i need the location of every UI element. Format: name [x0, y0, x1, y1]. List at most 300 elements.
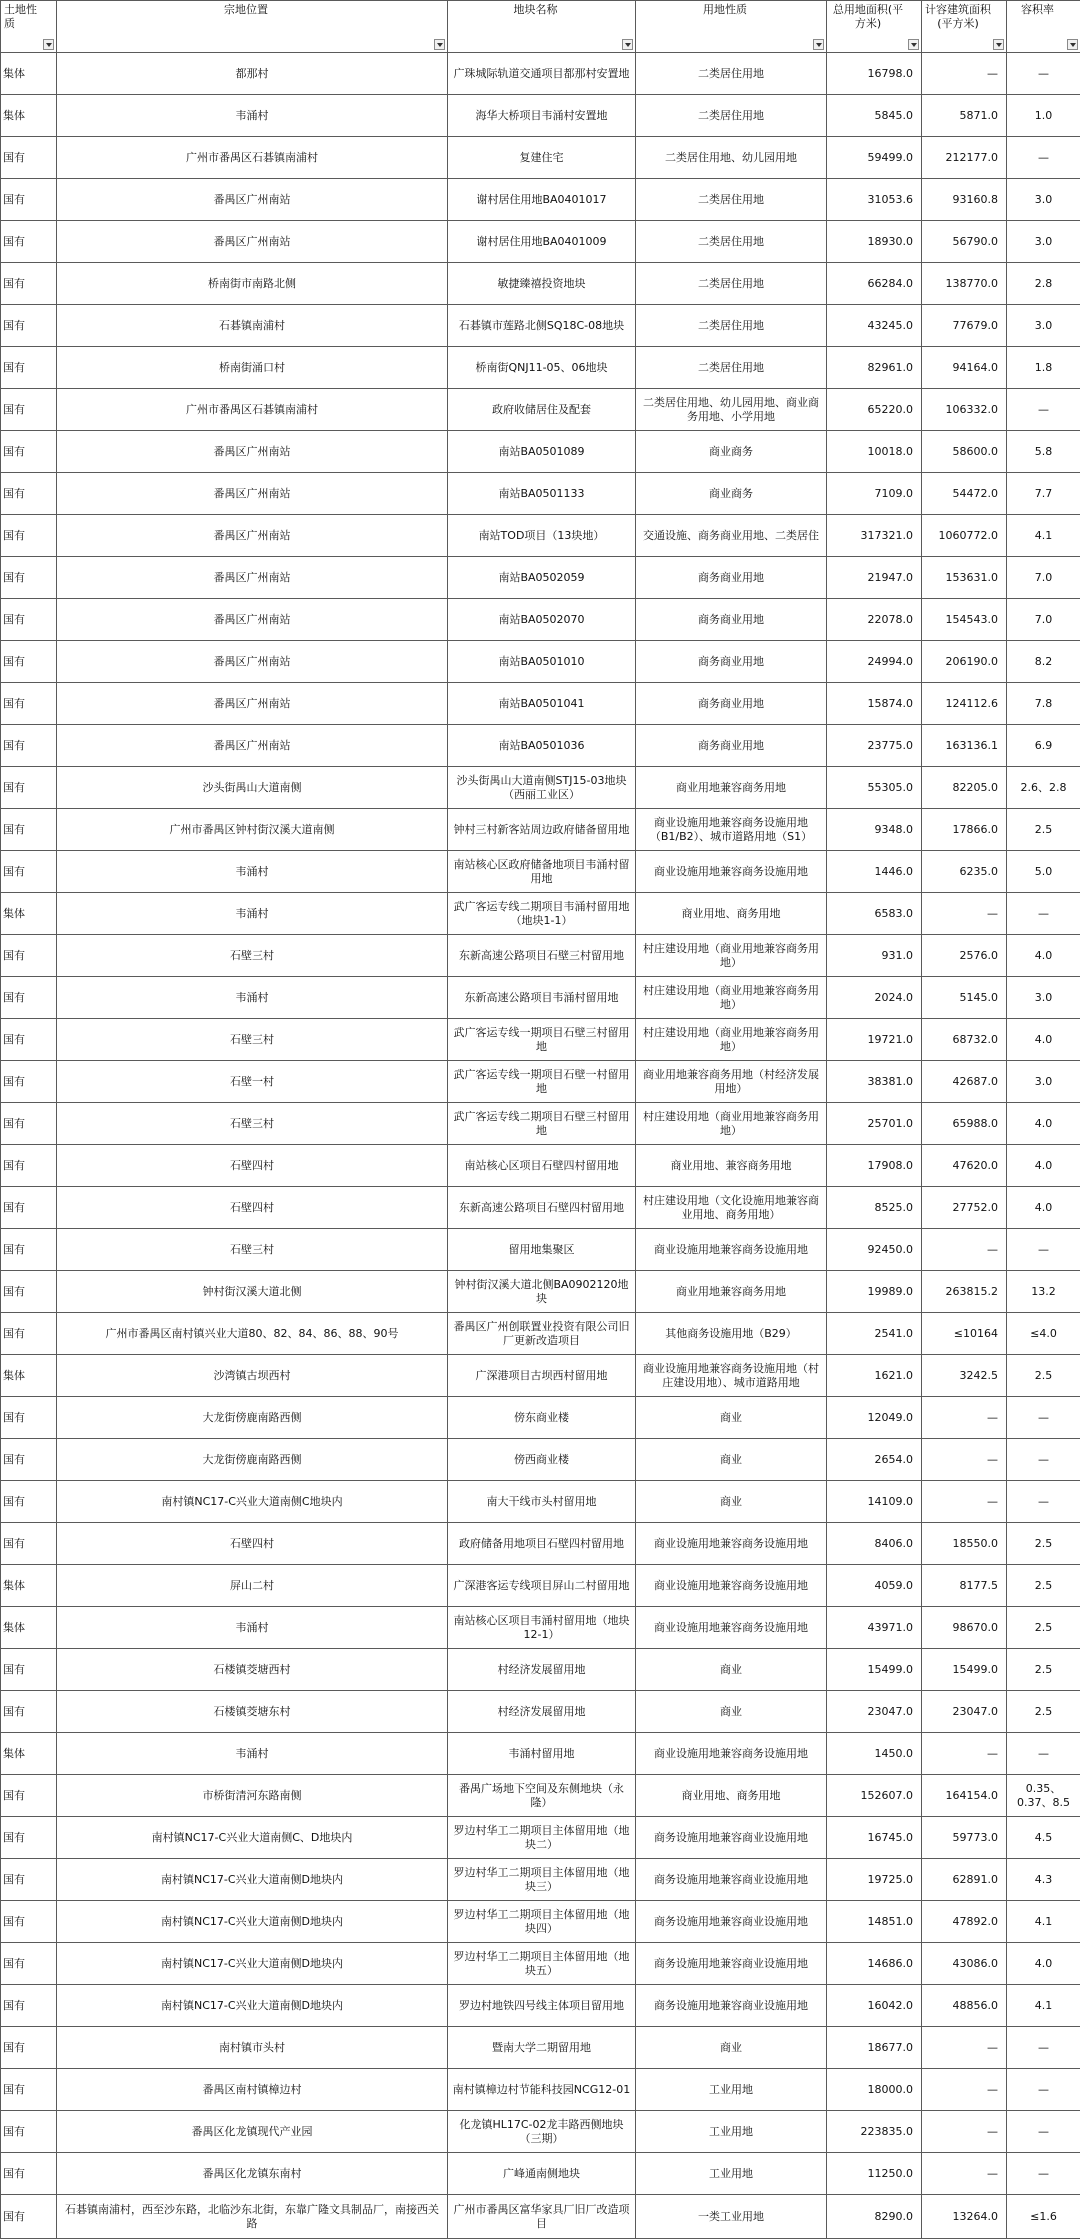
- cell-location: 石壁三村: [57, 1229, 448, 1271]
- cell-land-nature: 国有: [1, 431, 57, 473]
- cell-total-area: 7109.0: [827, 473, 922, 515]
- cell-land-use: 商业用地兼容商务用地: [636, 767, 827, 809]
- cell-parcel-name: 东新高速公路项目石壁四村留用地: [448, 1187, 636, 1229]
- cell-location: 韦涌村: [57, 1733, 448, 1775]
- cell-floor-area: 68732.0: [922, 1019, 1007, 1061]
- table-row: [1, 599, 1080, 641]
- cell-location: 屏山二村: [57, 1565, 448, 1607]
- cell-land-nature: 集体: [1, 1355, 57, 1397]
- cell-land-use: 商业: [636, 1649, 827, 1691]
- cell-total-area: 1621.0: [827, 1355, 922, 1397]
- cell-land-use: 商业用地、商务用地: [636, 893, 827, 935]
- filter-dropdown-icon[interactable]: [993, 39, 1004, 50]
- cell-total-area: 17908.0: [827, 1145, 922, 1187]
- cell-floor-area: 1060772.0: [922, 515, 1007, 557]
- cell-location: 番禺区化龙镇现代产业园: [57, 2111, 448, 2153]
- cell-land-use: 二类居住用地: [636, 263, 827, 305]
- cell-total-area: 16798.0: [827, 53, 922, 95]
- cell-land-use: 商业商务: [636, 431, 827, 473]
- cell-land-use: 村庄建设用地（商业用地兼容商务用地）: [636, 1103, 827, 1145]
- cell-floor-area: 62891.0: [922, 1859, 1007, 1901]
- cell-land-nature: 国有: [1, 137, 57, 179]
- cell-land-nature: 国有: [1, 1523, 57, 1565]
- table-row: [1, 1649, 1080, 1691]
- table-row: [1, 1733, 1080, 1775]
- cell-location: 沙头街禺山大道南侧: [57, 767, 448, 809]
- cell-parcel-name: 海华大桥项目韦涌村安置地: [448, 95, 636, 137]
- cell-location: 韦涌村: [57, 977, 448, 1019]
- cell-parcel-name: 钟村三村新客站周边政府储备留用地: [448, 809, 636, 851]
- table-row: [1, 809, 1080, 851]
- table-row: [1, 935, 1080, 977]
- table-row: [1, 1355, 1080, 1397]
- cell-total-area: 18930.0: [827, 221, 922, 263]
- table-row: [1, 725, 1080, 767]
- cell-plot-ratio: —: [1007, 137, 1080, 179]
- filter-dropdown-icon[interactable]: [434, 39, 445, 50]
- cell-land-nature: 集体: [1, 95, 57, 137]
- cell-land-nature: 国有: [1, 1271, 57, 1313]
- cell-plot-ratio: 2.6、2.8: [1007, 767, 1080, 809]
- cell-total-area: 22078.0: [827, 599, 922, 641]
- table-row: [1, 851, 1080, 893]
- cell-total-area: 4059.0: [827, 1565, 922, 1607]
- cell-total-area: 152607.0: [827, 1775, 922, 1817]
- cell-plot-ratio: ≤4.0: [1007, 1313, 1080, 1355]
- cell-land-use: 商业设施用地兼容商务设施用地: [636, 1733, 827, 1775]
- cell-total-area: 18000.0: [827, 2069, 922, 2111]
- cell-land-use: 商务商业用地: [636, 599, 827, 641]
- cell-floor-area: 8177.5: [922, 1565, 1007, 1607]
- filter-dropdown-icon[interactable]: [1067, 39, 1078, 50]
- cell-parcel-name: 南站核心区项目石壁四村留用地: [448, 1145, 636, 1187]
- cell-total-area: 82961.0: [827, 347, 922, 389]
- cell-total-area: 14109.0: [827, 1481, 922, 1523]
- cell-location: 桥南街市南路北侧: [57, 263, 448, 305]
- cell-location: 广州市番禺区石碁镇南浦村: [57, 389, 448, 431]
- cell-total-area: 16042.0: [827, 1985, 922, 2027]
- cell-plot-ratio: 2.5: [1007, 1523, 1080, 1565]
- cell-location: 南村镇NC17-C兴业大道南侧D地块内: [57, 1943, 448, 1985]
- cell-land-use: 工业用地: [636, 2153, 827, 2195]
- cell-land-nature: 国有: [1, 2195, 57, 2239]
- cell-floor-area: —: [922, 2027, 1007, 2069]
- cell-land-nature: 国有: [1, 767, 57, 809]
- cell-floor-area: 59773.0: [922, 1817, 1007, 1859]
- cell-plot-ratio: 3.0: [1007, 305, 1080, 347]
- cell-plot-ratio: 4.0: [1007, 935, 1080, 977]
- cell-land-nature: 国有: [1, 1901, 57, 1943]
- cell-total-area: 5845.0: [827, 95, 922, 137]
- cell-parcel-name: 化龙镇HL17C-02龙丰路西侧地块（三期）: [448, 2111, 636, 2153]
- cell-location: 石楼镇茭塘西村: [57, 1649, 448, 1691]
- cell-floor-area: 164154.0: [922, 1775, 1007, 1817]
- cell-parcel-name: 沙头街禺山大道南侧STJ15-03地块（西丽工业区）: [448, 767, 636, 809]
- cell-location: 桥南街涌口村: [57, 347, 448, 389]
- cell-land-use: 商业: [636, 1691, 827, 1733]
- cell-plot-ratio: 4.0: [1007, 1187, 1080, 1229]
- cell-location: 石楼镇茭塘东村: [57, 1691, 448, 1733]
- cell-plot-ratio: 5.0: [1007, 851, 1080, 893]
- cell-land-use: 二类居住用地: [636, 347, 827, 389]
- cell-total-area: 223835.0: [827, 2111, 922, 2153]
- cell-plot-ratio: 4.0: [1007, 1103, 1080, 1145]
- cell-parcel-name: 广州市番禺区富华家具厂旧厂改造项目: [448, 2195, 636, 2239]
- cell-total-area: 31053.6: [827, 179, 922, 221]
- cell-location: 南村镇NC17-C兴业大道南侧D地块内: [57, 1901, 448, 1943]
- cell-total-area: 19725.0: [827, 1859, 922, 1901]
- table-row: [1, 2069, 1080, 2111]
- cell-parcel-name: 南站BA0502059: [448, 557, 636, 599]
- cell-location: 市桥街清河东路南侧: [57, 1775, 448, 1817]
- cell-plot-ratio: —: [1007, 1481, 1080, 1523]
- header-row: [1, 1, 1080, 53]
- cell-floor-area: 17866.0: [922, 809, 1007, 851]
- cell-land-nature: 国有: [1, 347, 57, 389]
- cell-total-area: 21947.0: [827, 557, 922, 599]
- table-row: [1, 767, 1080, 809]
- cell-land-nature: 国有: [1, 389, 57, 431]
- header-location: 宗地位置: [57, 1, 448, 53]
- cell-plot-ratio: 1.8: [1007, 347, 1080, 389]
- cell-location: 南村镇NC17-C兴业大道南侧D地块内: [57, 1985, 448, 2027]
- cell-parcel-name: 南站核心区政府储备地项目韦涌村留用地: [448, 851, 636, 893]
- cell-location: 番禺区广州南站: [57, 221, 448, 263]
- cell-plot-ratio: —: [1007, 1439, 1080, 1481]
- table-row: [1, 389, 1080, 431]
- table-row: [1, 305, 1080, 347]
- cell-location: 南村镇NC17-C兴业大道南侧C地块内: [57, 1481, 448, 1523]
- cell-floor-area: 15499.0: [922, 1649, 1007, 1691]
- table-row: [1, 1565, 1080, 1607]
- cell-plot-ratio: 7.0: [1007, 599, 1080, 641]
- cell-location: 石壁三村: [57, 1019, 448, 1061]
- cell-location: 南村镇市头村: [57, 2027, 448, 2069]
- cell-land-nature: 国有: [1, 473, 57, 515]
- cell-location: 石壁一村: [57, 1061, 448, 1103]
- cell-land-nature: 国有: [1, 221, 57, 263]
- cell-location: 番禺区南村镇樟边村: [57, 2069, 448, 2111]
- cell-location: 钟村街汉溪大道北侧: [57, 1271, 448, 1313]
- cell-floor-area: —: [922, 2111, 1007, 2153]
- cell-plot-ratio: —: [1007, 1397, 1080, 1439]
- cell-floor-area: 56790.0: [922, 221, 1007, 263]
- cell-plot-ratio: —: [1007, 2027, 1080, 2069]
- cell-plot-ratio: 4.1: [1007, 1901, 1080, 1943]
- cell-land-nature: 集体: [1, 1607, 57, 1649]
- cell-plot-ratio: 8.2: [1007, 641, 1080, 683]
- table-row: [1, 1985, 1080, 2027]
- cell-floor-area: 58600.0: [922, 431, 1007, 473]
- cell-parcel-name: 复建住宅: [448, 137, 636, 179]
- cell-land-use: 村庄建设用地（商业用地兼容商务用地）: [636, 935, 827, 977]
- cell-location: 广州市番禺区石碁镇南浦村: [57, 137, 448, 179]
- cell-plot-ratio: 6.9: [1007, 725, 1080, 767]
- cell-floor-area: —: [922, 1481, 1007, 1523]
- cell-parcel-name: 南站BA0502070: [448, 599, 636, 641]
- filter-dropdown-icon[interactable]: [43, 39, 54, 50]
- cell-land-nature: 国有: [1, 1187, 57, 1229]
- cell-floor-area: 65988.0: [922, 1103, 1007, 1145]
- cell-floor-area: 43086.0: [922, 1943, 1007, 1985]
- table-row: [1, 2027, 1080, 2069]
- cell-land-use: 二类居住用地、幼儿园用地: [636, 137, 827, 179]
- table-row: [1, 1019, 1080, 1061]
- cell-land-use: 村庄建设用地（商业用地兼容商务用地）: [636, 1019, 827, 1061]
- cell-floor-area: 212177.0: [922, 137, 1007, 179]
- cell-parcel-name: 谢村居住用地BA0401017: [448, 179, 636, 221]
- table-row: [1, 2153, 1080, 2195]
- cell-location: 石碁镇南浦村: [57, 305, 448, 347]
- cell-land-use: 商务商业用地: [636, 641, 827, 683]
- cell-floor-area: 98670.0: [922, 1607, 1007, 1649]
- cell-floor-area: 206190.0: [922, 641, 1007, 683]
- cell-land-nature: 国有: [1, 809, 57, 851]
- cell-location: 南村镇NC17-C兴业大道南侧C、D地块内: [57, 1817, 448, 1859]
- cell-location: 广州市番禺区南村镇兴业大道80、82、84、86、88、90号: [57, 1313, 448, 1355]
- cell-land-use: 一类工业用地: [636, 2195, 827, 2239]
- table-row: [1, 2111, 1080, 2153]
- cell-land-use: 二类居住用地: [636, 305, 827, 347]
- cell-land-nature: 国有: [1, 1397, 57, 1439]
- cell-parcel-name: 武广客运专线二期项目韦涌村留用地（地块1-1）: [448, 893, 636, 935]
- cell-floor-area: 77679.0: [922, 305, 1007, 347]
- cell-parcel-name: 钟村街汉溪大道北侧BA0902120地块: [448, 1271, 636, 1313]
- cell-total-area: 66284.0: [827, 263, 922, 305]
- cell-floor-area: —: [922, 2153, 1007, 2195]
- cell-floor-area: 124112.6: [922, 683, 1007, 725]
- cell-land-use: 商业用地兼容商务用地（村经济发展用地）: [636, 1061, 827, 1103]
- cell-parcel-name: 南站BA0501010: [448, 641, 636, 683]
- cell-floor-area: —: [922, 1439, 1007, 1481]
- table-row: [1, 1145, 1080, 1187]
- table-row: [1, 137, 1080, 179]
- cell-land-use: 二类居住用地: [636, 221, 827, 263]
- cell-location: 南村镇NC17-C兴业大道南侧D地块内: [57, 1859, 448, 1901]
- cell-land-use: 商务设施用地兼容商业设施用地: [636, 1817, 827, 1859]
- cell-location: 番禺区广州南站: [57, 641, 448, 683]
- header-parcel-name: 地块名称: [448, 1, 636, 53]
- cell-total-area: 10018.0: [827, 431, 922, 473]
- cell-location: 石碁镇南浦村，西至沙东路，北临沙东北街，东靠广隆文具制品厂，南接西关路: [57, 2195, 448, 2239]
- cell-land-use: 商务商业用地: [636, 725, 827, 767]
- cell-parcel-name: 南站BA0501041: [448, 683, 636, 725]
- table-row: [1, 1313, 1080, 1355]
- cell-land-nature: 国有: [1, 725, 57, 767]
- cell-parcel-name: 罗边村华工二期项目主体留用地（地块二）: [448, 1817, 636, 1859]
- cell-land-use: 二类居住用地: [636, 95, 827, 137]
- filter-dropdown-icon[interactable]: [908, 39, 919, 50]
- cell-total-area: 43971.0: [827, 1607, 922, 1649]
- cell-land-use: 商业设施用地兼容商务设施用地: [636, 1607, 827, 1649]
- cell-floor-area: 42687.0: [922, 1061, 1007, 1103]
- table-row: [1, 1481, 1080, 1523]
- cell-floor-area: 18550.0: [922, 1523, 1007, 1565]
- cell-parcel-name: 广峰通南侧地块: [448, 2153, 636, 2195]
- cell-plot-ratio: 2.5: [1007, 1607, 1080, 1649]
- cell-plot-ratio: —: [1007, 1733, 1080, 1775]
- table-row: [1, 1775, 1080, 1817]
- cell-land-use: 商业设施用地兼容商务设施用地（B1/B2）、城市道路用地（S1）: [636, 809, 827, 851]
- table-row: [1, 473, 1080, 515]
- cell-land-use: 其他商务设施用地（B29）: [636, 1313, 827, 1355]
- cell-land-nature: 国有: [1, 1313, 57, 1355]
- cell-parcel-name: 南站核心区项目韦涌村留用地（地块12-1）: [448, 1607, 636, 1649]
- cell-location: 番禺区广州南站: [57, 683, 448, 725]
- cell-land-use: 商业设施用地兼容商务设施用地: [636, 1565, 827, 1607]
- cell-floor-area: 106332.0: [922, 389, 1007, 431]
- cell-floor-area: ≤10164: [922, 1313, 1007, 1355]
- table-row: [1, 179, 1080, 221]
- cell-total-area: 317321.0: [827, 515, 922, 557]
- table-row: [1, 1271, 1080, 1313]
- cell-parcel-name: 南大干线市头村留用地: [448, 1481, 636, 1523]
- cell-land-nature: 国有: [1, 1859, 57, 1901]
- cell-land-nature: 国有: [1, 1775, 57, 1817]
- cell-land-nature: 国有: [1, 1817, 57, 1859]
- table-row: [1, 221, 1080, 263]
- cell-floor-area: 54472.0: [922, 473, 1007, 515]
- cell-land-nature: 国有: [1, 1943, 57, 1985]
- table-row: [1, 263, 1080, 305]
- cell-total-area: 15874.0: [827, 683, 922, 725]
- cell-land-nature: 国有: [1, 1061, 57, 1103]
- filter-dropdown-icon[interactable]: [622, 39, 633, 50]
- cell-plot-ratio: 3.0: [1007, 977, 1080, 1019]
- cell-land-use: 二类居住用地: [636, 179, 827, 221]
- cell-land-use: 商业设施用地兼容商务设施用地（村庄建设用地）、城市道路用地: [636, 1355, 827, 1397]
- cell-location: 韦涌村: [57, 851, 448, 893]
- cell-land-nature: 国有: [1, 1145, 57, 1187]
- cell-land-nature: 集体: [1, 1733, 57, 1775]
- cell-floor-area: —: [922, 1397, 1007, 1439]
- cell-plot-ratio: —: [1007, 389, 1080, 431]
- cell-location: 石壁三村: [57, 1103, 448, 1145]
- cell-total-area: 14686.0: [827, 1943, 922, 1985]
- cell-land-use: 商业用地、兼容商务用地: [636, 1145, 827, 1187]
- table-row: [1, 1187, 1080, 1229]
- cell-floor-area: 82205.0: [922, 767, 1007, 809]
- cell-location: 番禺区广州南站: [57, 473, 448, 515]
- cell-total-area: 8406.0: [827, 1523, 922, 1565]
- cell-floor-area: 94164.0: [922, 347, 1007, 389]
- cell-plot-ratio: 3.0: [1007, 1061, 1080, 1103]
- cell-parcel-name: 政府收储居住及配套: [448, 389, 636, 431]
- cell-parcel-name: 东新高速公路项目韦涌村留用地: [448, 977, 636, 1019]
- cell-land-use: 交通设施、商务商业用地、二类居住: [636, 515, 827, 557]
- cell-floor-area: —: [922, 53, 1007, 95]
- cell-parcel-name: 暨南大学二期留用地: [448, 2027, 636, 2069]
- cell-land-nature: 国有: [1, 599, 57, 641]
- cell-location: 石壁四村: [57, 1145, 448, 1187]
- cell-land-use: 商务设施用地兼容商业设施用地: [636, 1943, 827, 1985]
- cell-land-use: 商业设施用地兼容商务设施用地: [636, 851, 827, 893]
- table-row: [1, 1229, 1080, 1271]
- cell-land-use: 村庄建设用地（文化设施用地兼容商业用地、商务用地）: [636, 1187, 827, 1229]
- cell-total-area: 2541.0: [827, 1313, 922, 1355]
- cell-land-nature: 国有: [1, 557, 57, 599]
- cell-land-nature: 国有: [1, 179, 57, 221]
- table-row: [1, 1439, 1080, 1481]
- table-row: [1, 1061, 1080, 1103]
- table-row: [1, 1943, 1080, 1985]
- cell-total-area: 14851.0: [827, 1901, 922, 1943]
- cell-land-nature: 国有: [1, 263, 57, 305]
- cell-plot-ratio: 7.7: [1007, 473, 1080, 515]
- cell-total-area: 1446.0: [827, 851, 922, 893]
- header-floor-area: 计容建筑面积(平方米): [922, 1, 1007, 53]
- cell-floor-area: —: [922, 2069, 1007, 2111]
- cell-land-use: 商业: [636, 1439, 827, 1481]
- cell-plot-ratio: 2.8: [1007, 263, 1080, 305]
- cell-parcel-name: 罗边村华工二期项目主体留用地（地块四）: [448, 1901, 636, 1943]
- table-row: [1, 683, 1080, 725]
- cell-total-area: 15499.0: [827, 1649, 922, 1691]
- cell-total-area: 11250.0: [827, 2153, 922, 2195]
- cell-land-use: 商务设施用地兼容商业设施用地: [636, 1901, 827, 1943]
- cell-parcel-name: 韦涌村留用地: [448, 1733, 636, 1775]
- table-row: [1, 1523, 1080, 1565]
- cell-plot-ratio: 4.1: [1007, 1985, 1080, 2027]
- cell-plot-ratio: 1.0: [1007, 95, 1080, 137]
- cell-parcel-name: 南站TOD项目（13块地）: [448, 515, 636, 557]
- cell-land-use: 商务商业用地: [636, 683, 827, 725]
- cell-plot-ratio: 4.0: [1007, 1145, 1080, 1187]
- table-row: [1, 641, 1080, 683]
- cell-land-nature: 国有: [1, 1985, 57, 2027]
- cell-total-area: 8525.0: [827, 1187, 922, 1229]
- cell-parcel-name: 留用地集聚区: [448, 1229, 636, 1271]
- cell-location: 番禺区广州南站: [57, 557, 448, 599]
- cell-floor-area: 48856.0: [922, 1985, 1007, 2027]
- cell-floor-area: 47892.0: [922, 1901, 1007, 1943]
- cell-plot-ratio: ≤1.6: [1007, 2195, 1080, 2239]
- cell-floor-area: 2576.0: [922, 935, 1007, 977]
- cell-location: 韦涌村: [57, 1607, 448, 1649]
- cell-location: 石壁四村: [57, 1187, 448, 1229]
- cell-location: 番禺区广州南站: [57, 179, 448, 221]
- table-row: [1, 347, 1080, 389]
- cell-location: 韦涌村: [57, 95, 448, 137]
- cell-land-nature: 国有: [1, 935, 57, 977]
- cell-total-area: 25701.0: [827, 1103, 922, 1145]
- filter-dropdown-icon[interactable]: [813, 39, 824, 50]
- cell-land-nature: 国有: [1, 1691, 57, 1733]
- table-row: [1, 1607, 1080, 1649]
- cell-plot-ratio: 4.0: [1007, 1019, 1080, 1061]
- cell-plot-ratio: 13.2: [1007, 1271, 1080, 1313]
- cell-floor-area: 263815.2: [922, 1271, 1007, 1313]
- cell-floor-area: 163136.1: [922, 725, 1007, 767]
- cell-land-nature: 国有: [1, 1019, 57, 1061]
- cell-land-use: 二类居住用地、幼儿园用地、商业商务用地、小学用地: [636, 389, 827, 431]
- cell-floor-area: 23047.0: [922, 1691, 1007, 1733]
- table-row: [1, 893, 1080, 935]
- cell-floor-area: —: [922, 893, 1007, 935]
- cell-parcel-name: 广深港项目古坝西村留用地: [448, 1355, 636, 1397]
- cell-parcel-name: 南站BA0501036: [448, 725, 636, 767]
- cell-total-area: 8290.0: [827, 2195, 922, 2239]
- cell-location: 番禺区广州南站: [57, 515, 448, 557]
- cell-total-area: 16745.0: [827, 1817, 922, 1859]
- cell-parcel-name: 番禺广场地下空间及东侧地块（永隆）: [448, 1775, 636, 1817]
- table-row: [1, 1859, 1080, 1901]
- cell-floor-area: 138770.0: [922, 263, 1007, 305]
- cell-floor-area: —: [922, 1229, 1007, 1271]
- cell-land-nature: 集体: [1, 893, 57, 935]
- table-row: [1, 1817, 1080, 1859]
- cell-total-area: 931.0: [827, 935, 922, 977]
